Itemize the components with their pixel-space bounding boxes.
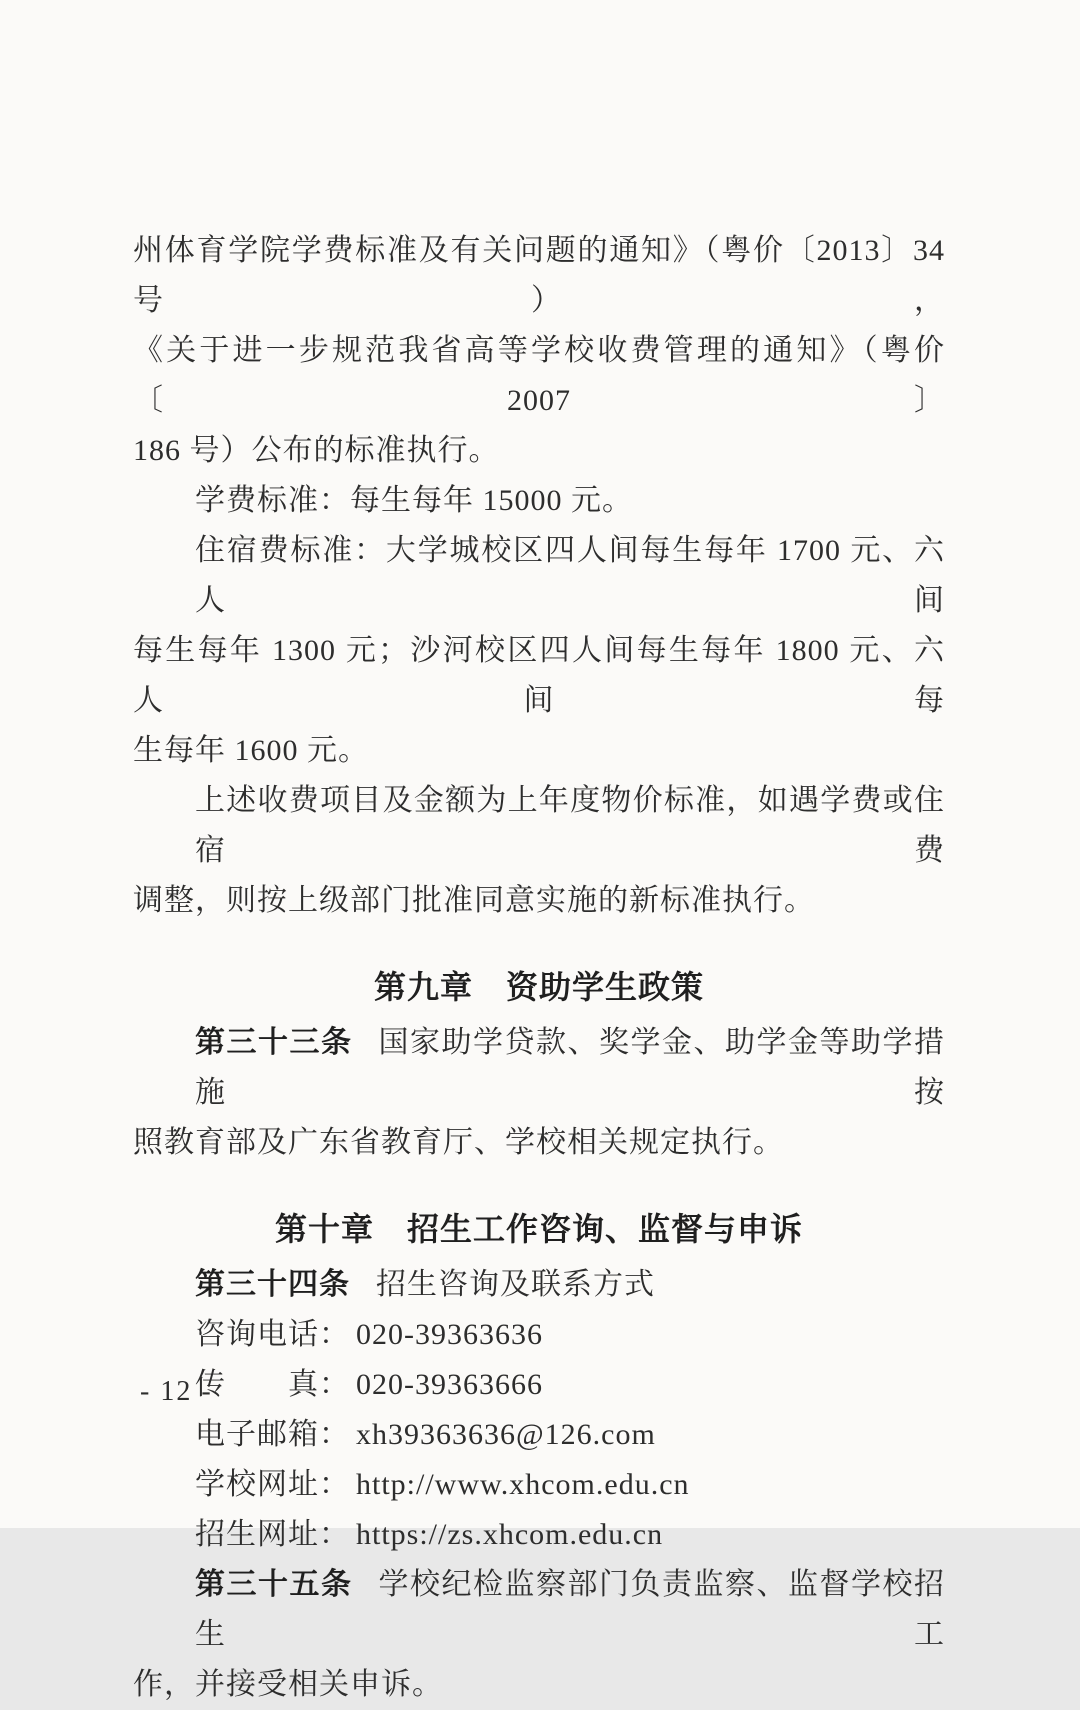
contact-admissions-site-value: https://zs.xhcom.edu.cn: [356, 1518, 664, 1551]
contact-admissions-site-label: 招生网址：: [195, 1518, 350, 1551]
paragraph-line: 186 号）公布的标准执行。: [133, 434, 500, 467]
contact-phone-line: [133, 1310, 945, 1360]
article-35-text: 学校纪检监察部门负责监察、监督学校招生工: [195, 1568, 945, 1651]
document-body: [133, 226, 945, 1710]
page-number: - 12 -: [140, 1376, 213, 1407]
tuition-standard-line: 学费标准：每生每年 15000 元。: [195, 484, 633, 517]
article-34-number-label: 第三十四条: [195, 1268, 350, 1301]
accommodation-line: 生每年 1600 元。: [133, 734, 369, 767]
paragraph-line: 州体育学院学费标准及有关问题的通知》（粤价〔2013〕34 号），: [133, 234, 945, 317]
contact-email-value: xh39363636@126.com: [356, 1418, 656, 1451]
article-33-text: 国家助学贷款、奖学金、助学金等助学措施按: [195, 1026, 945, 1109]
contact-phone-label: 咨询电话：: [195, 1318, 350, 1351]
accommodation-line: 每生每年 1300 元；沙河校区四人间每生每年 1800 元、六人间每: [133, 634, 945, 717]
contact-phone-value: 020-39363636: [356, 1318, 543, 1351]
accommodation-line: 住宿费标准：大学城校区四人间每生每年 1700 元、六人间: [195, 534, 945, 617]
article-34-text: 招生咨询及联系方式: [376, 1268, 655, 1301]
contact-email-label: 电子邮箱：: [195, 1418, 350, 1451]
contact-admissions-site-line: [133, 1510, 945, 1560]
contact-school-site-label: 学校网址：: [195, 1468, 350, 1501]
chapter-10-heading: 第十章 招生工作咨询、监督与申诉: [274, 1211, 803, 1247]
article-33-number-label: 第三十三条: [195, 1026, 353, 1059]
article-35-line: [133, 1560, 945, 1660]
article-34-line: [133, 1260, 945, 1310]
contact-fax-label: 传 真：: [195, 1368, 350, 1401]
paragraph-line: 《关于进一步规范我省高等学校收费管理的通知》（粤价〔2007〕: [133, 334, 945, 417]
adjustment-line: 调整，则按上级部门批准同意实施的新标准执行。: [133, 884, 815, 917]
contact-fax-line: [133, 1360, 945, 1410]
contact-fax-value: 020-39363666: [356, 1368, 543, 1401]
article-33-line: [133, 1018, 945, 1118]
article-33-line: 照教育部及广东省教育厅、学校相关规定执行。: [133, 1126, 784, 1159]
contact-school-site-line: [133, 1460, 945, 1510]
contact-email-line: [133, 1410, 945, 1460]
article-35-number-label: 第三十五条: [195, 1568, 353, 1601]
adjustment-line: 上述收费项目及金额为上年度物价标准，如遇学费或住宿费: [195, 784, 945, 867]
chapter-9-heading: 第九章 资助学生政策: [373, 969, 704, 1005]
contact-school-site-value: http://www.xhcom.edu.cn: [356, 1468, 690, 1501]
article-35-line: 作，并接受相关申诉。: [133, 1668, 443, 1701]
